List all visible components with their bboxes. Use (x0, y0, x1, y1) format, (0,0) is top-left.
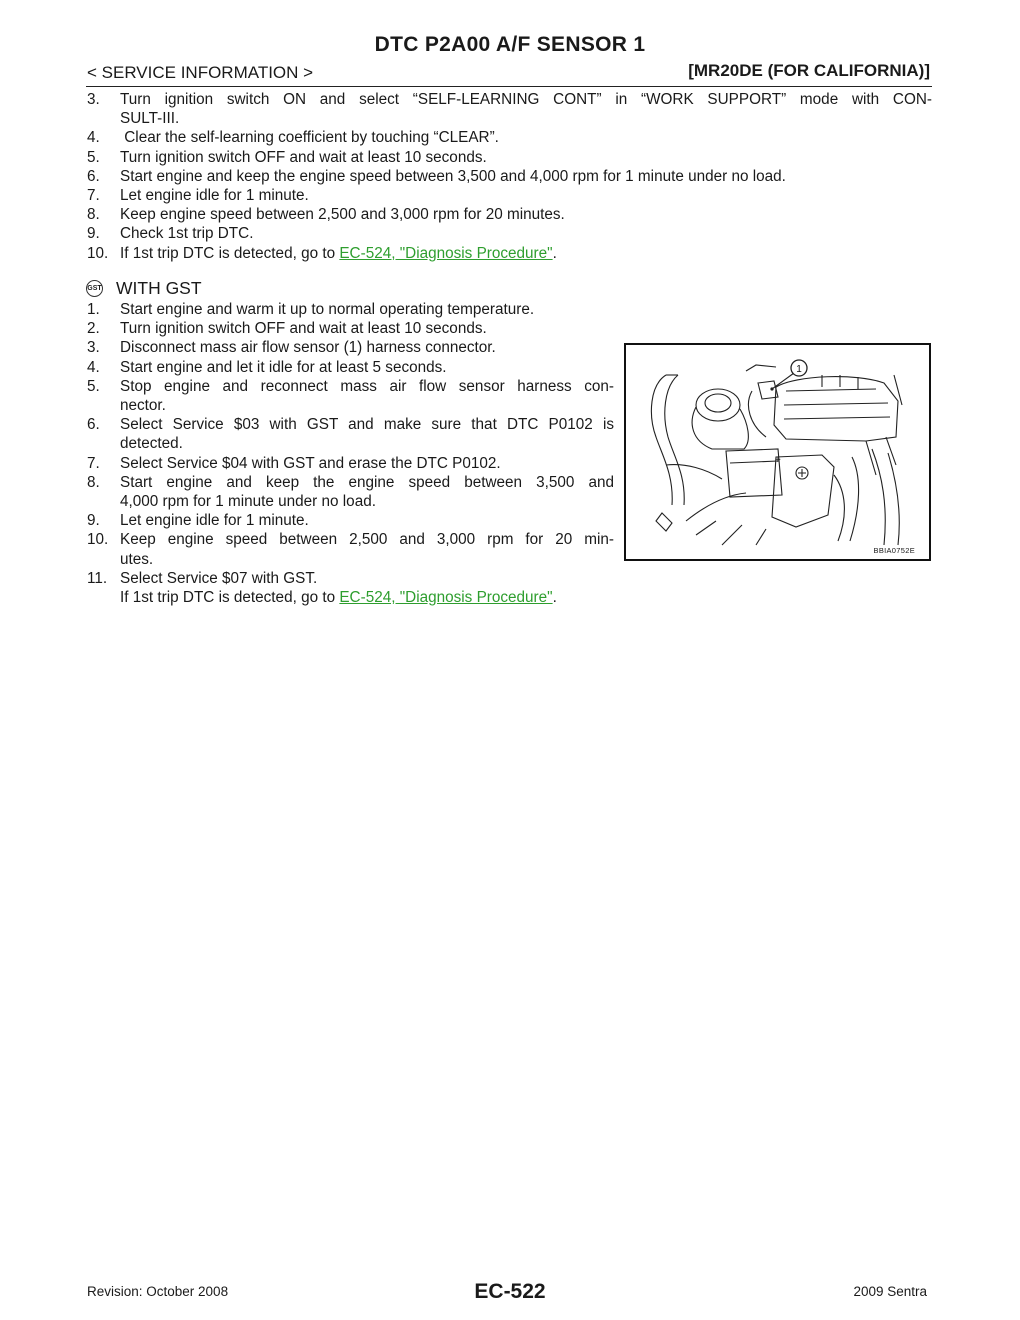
step-number: 4. (87, 129, 100, 147)
step-text (120, 569, 614, 588)
step-item (87, 454, 614, 473)
header-rule (86, 86, 932, 87)
step-number: 9. (87, 225, 100, 243)
step-number: 7. (87, 454, 100, 472)
step-text-main: If 1st trip DTC is detected, go to (120, 244, 340, 262)
step-text-main: Keep engine speed between 2,500 and 3,000 rpm for 20 minutes. (120, 206, 565, 224)
step-item (87, 244, 932, 263)
step-text-main: Select Service $03 with GST and make sure that DTC P0102 is (120, 416, 614, 434)
step-text (120, 530, 614, 549)
step-text-continued: nector. (120, 397, 166, 415)
step-text-main: Select Service $07 with GST. (120, 569, 318, 587)
step-text (120, 338, 614, 357)
step-text-main: Start engine and keep the engine speed between 3,500 and (120, 473, 614, 491)
step-item (87, 186, 932, 205)
step-number: 1. (87, 301, 100, 318)
step-text (120, 128, 932, 147)
step-item (87, 569, 614, 588)
step-text-main: Let engine idle for 1 minute. (120, 512, 309, 530)
step-item (87, 473, 614, 511)
step-text-main: Start engine and let it idle for at least 5 seconds. (120, 358, 447, 376)
step-text (120, 300, 614, 319)
step-text (120, 205, 932, 224)
step-text (120, 244, 932, 263)
step-text (120, 224, 932, 243)
figure-code: BBIA0752E (873, 546, 915, 555)
step-item (87, 90, 932, 128)
step-text (120, 588, 614, 607)
step-text (120, 148, 932, 167)
step-item (87, 511, 614, 530)
step-item (87, 338, 614, 357)
footer-model: 2009 Sentra (853, 1284, 927, 1299)
section-label: < SERVICE INFORMATION > (87, 63, 314, 82)
step-number: 7. (87, 187, 100, 205)
step-text-end: . (552, 589, 557, 607)
step-item (87, 224, 932, 243)
step-text (120, 90, 932, 109)
gst-tool-icon: GST (86, 280, 103, 297)
step-item (87, 358, 614, 377)
step-text-main: Let engine idle for 1 minute. (120, 187, 309, 205)
diagnosis-procedure-link[interactable]: EC-524, "Diagnosis Procedure" (339, 244, 553, 262)
step-text (120, 511, 614, 530)
step-text-continued: 4,000 rpm for 1 minute under no load. (120, 493, 376, 511)
step-item (87, 205, 932, 224)
step-item (87, 167, 932, 186)
step-text-main: Keep engine speed between 2,500 and 3,000 rpm for 20 min- (120, 531, 614, 549)
step-text-main: Stop engine and reconnect mass air flow sensor harness con- (120, 377, 614, 395)
step-item (87, 128, 932, 147)
step-number: 11. (87, 569, 108, 587)
callout-number: 1 (796, 364, 802, 375)
step-number: 8. (87, 473, 100, 491)
step-text-main: Start engine and keep the engine speed between 3,500 and 4,000 rpm for 1 minute under no load. (120, 167, 786, 185)
model-label: [MR20DE (FOR CALIFORNIA)] (688, 61, 930, 80)
page-number: EC-522 (474, 1280, 546, 1303)
step-number: 9. (87, 512, 100, 530)
step-text-continued: SULT-III. (120, 110, 180, 128)
engine-bay-illustration (626, 345, 929, 559)
page-title: DTC P2A00 A/F SENSOR 1 (374, 33, 646, 56)
plus-sign: + (775, 455, 781, 466)
step-text-continued: utes. (120, 550, 154, 568)
step-item (87, 148, 932, 167)
step-number: 5. (87, 148, 100, 166)
step-text (120, 358, 614, 377)
step-text-main: Turn ignition switch OFF and wait at least 10 seconds. (120, 148, 487, 166)
step-text (120, 473, 614, 492)
step-text-main: Check 1st trip DTC. (120, 225, 254, 243)
step-item (87, 530, 614, 568)
step-number: 10. (87, 531, 109, 549)
step-number: 10. (87, 244, 109, 262)
engine-bay-figure (624, 343, 931, 561)
step-text (120, 167, 932, 186)
gst-step-list (87, 300, 614, 607)
step-text-continued: detected. (120, 435, 183, 453)
diagnosis-procedure-link[interactable]: EC-524, "Diagnosis Procedure" (339, 589, 553, 607)
step-text (120, 415, 614, 434)
step-number: 6. (87, 167, 100, 185)
step-text (120, 454, 614, 473)
consult-step-list (87, 90, 932, 263)
step-item (87, 319, 614, 338)
footer-revision: Revision: October 2008 (87, 1284, 229, 1299)
step-text-main: Disconnect mass air flow sensor (1) harness connector. (120, 339, 496, 357)
step-item (87, 415, 614, 453)
gst-heading (86, 277, 202, 299)
step-number: 5. (87, 377, 100, 395)
step-number: 4. (87, 358, 100, 376)
step-text-main: Turn ignition switch OFF and wait at least 10 seconds. (120, 320, 487, 338)
step-text-main: Clear the self-learning coefficient by touching “CLEAR”. (120, 129, 499, 147)
step-number: 8. (87, 206, 100, 224)
step-item (87, 377, 614, 415)
step-number: 2. (87, 320, 100, 338)
step-number: 3. (87, 339, 100, 357)
step-text-main: Start engine and warm it up to normal operating temperature. (120, 301, 535, 318)
step-text (120, 319, 614, 338)
step-item (87, 300, 614, 319)
step-number: 6. (87, 416, 100, 434)
step-number: 3. (87, 91, 100, 108)
step-text-end: . (552, 244, 557, 262)
step-text (120, 186, 932, 205)
step-text (120, 377, 614, 396)
step-text-main: Select Service $04 with GST and erase the DTC P0102. (120, 454, 501, 472)
step-text-main: Turn ignition switch ON and select “SELF-LEARNING CONT” in “WORK SUPPORT” mode with CON- (120, 91, 932, 108)
gst-heading-label: WITH GST (116, 277, 202, 298)
step-item (87, 588, 614, 607)
step-text-main: If 1st trip DTC is detected, go to (120, 589, 340, 607)
